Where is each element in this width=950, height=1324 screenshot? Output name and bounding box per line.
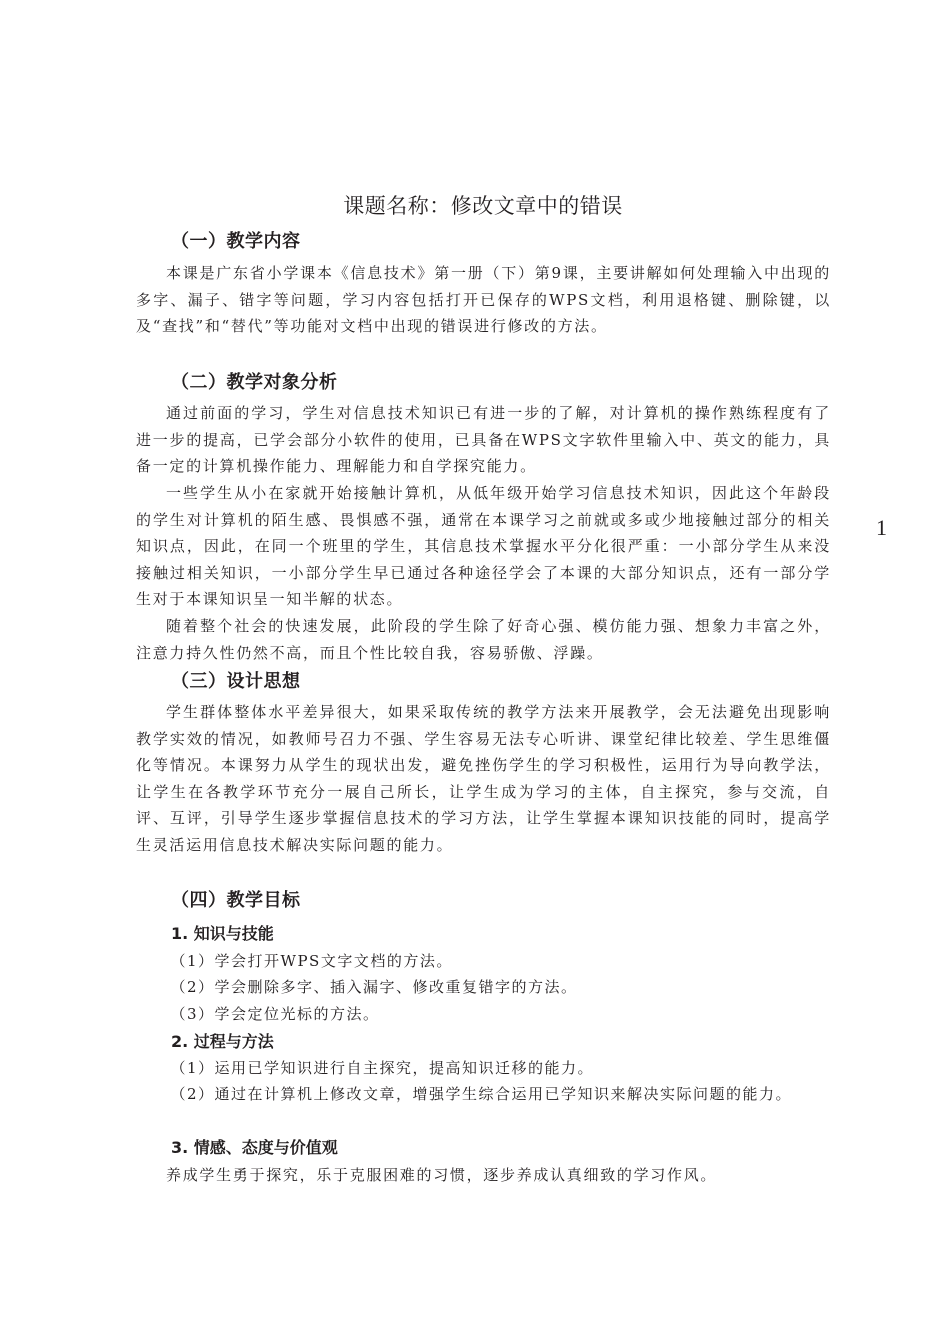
page-title: 课题名称：修改文章中的错误 [343, 194, 623, 218]
list-item: （2）学会删除多字、插入漏字、修改重复错字的方法。 [170, 978, 578, 996]
section-heading-student-analysis: （二）教学对象分析 [171, 372, 338, 393]
page-number: 1 [876, 515, 887, 540]
paragraph: 学生群体整体水平差异很大，如果采取传统的教学方法来开展教学，会无法避免出现影响教学实效的情况，如教师号召力不强、学生容易无法专心听讲、课堂纪律比较差、学生思维僵化等情况。本课努力从学生的现状出发，避免挫伤学生的学习积极性，运用行为导向教学法，让学生在各教学环节充分一展自己所长，让学生成为学习的主体，自主探究，参与交流，自评、互评，引导学生逐步掌握信息技术的学习方法，让学生掌握本课知识技能的同时，提高学生灵活运用信息技术解决实际问题的能力。 [136, 703, 831, 854]
paragraph: 通过前面的学习，学生对信息技术知识已有进一步的了解，对计算机的操作熟练程度有了进一步的提高，已学会部分小软件的使用，已具备在WPS文字软件里输入中、英文的能力，具备一定的计算机操作能力、理解能力和自学探究能力。 [136, 404, 831, 476]
list-item: （2）通过在计算机上修改文章，增强学生综合运用已学知识来解决实际问题的能力。 [170, 1085, 793, 1103]
paragraph: 随着整个社会的快速发展，此阶段的学生除了好奇心强、模仿能力强、想象力丰富之外，注意力持久性仍然不高，而且个性比较自我，容易骄傲、浮躁。 [136, 617, 831, 662]
paragraph: 一些学生从小在家就开始接触计算机，从低年级开始学习信息技术知识，因此这个年龄段的学生对计算机的陌生感、畏惧感不强，通常在本课学习之前就或多或少地接触过部分的相关知识点，因此，在同一个班里的学生，其信息技术掌握水平分化很严重：一小部分学生从来没接触过相关知识，一小部分学生早已通过各种途径学会了本课的大部分知识点，还有一部分学生对于本课知识呈一知半解的状态。 [136, 484, 831, 609]
paragraph: 养成学生勇于探究，乐于克服困难的习惯，逐步养成认真细致的学习作风。 [166, 1166, 718, 1184]
subheading-emotion-values: 3. 情感、态度与价值观 [171, 1138, 338, 1157]
subheading-process-methods: 2. 过程与方法 [171, 1032, 274, 1051]
list-item: （1）运用已学知识进行自主探究，提高知识迁移的能力。 [170, 1059, 595, 1077]
section-heading-teaching-goals: （四）教学目标 [171, 890, 301, 911]
list-item: （3）学会定位光标的方法。 [170, 1005, 380, 1023]
section-heading-teaching-content: （一）教学内容 [171, 231, 301, 252]
section-heading-design-idea: （三）设计思想 [171, 671, 301, 692]
subheading-knowledge-skills: 1. 知识与技能 [171, 924, 274, 943]
list-item: （1）学会打开WPS文字文档的方法。 [170, 952, 453, 970]
paragraph: 本课是广东省小学课本《信息技术》第一册（下）第9课，主要讲解如何处理输入中出现的多字、漏子、错字等问题，学习内容包括打开已保存的WPS文档，利用退格键、删除键，以及“查找”和“替代”等功能对文档中出现的错误进行修改的方法。 [136, 264, 831, 336]
